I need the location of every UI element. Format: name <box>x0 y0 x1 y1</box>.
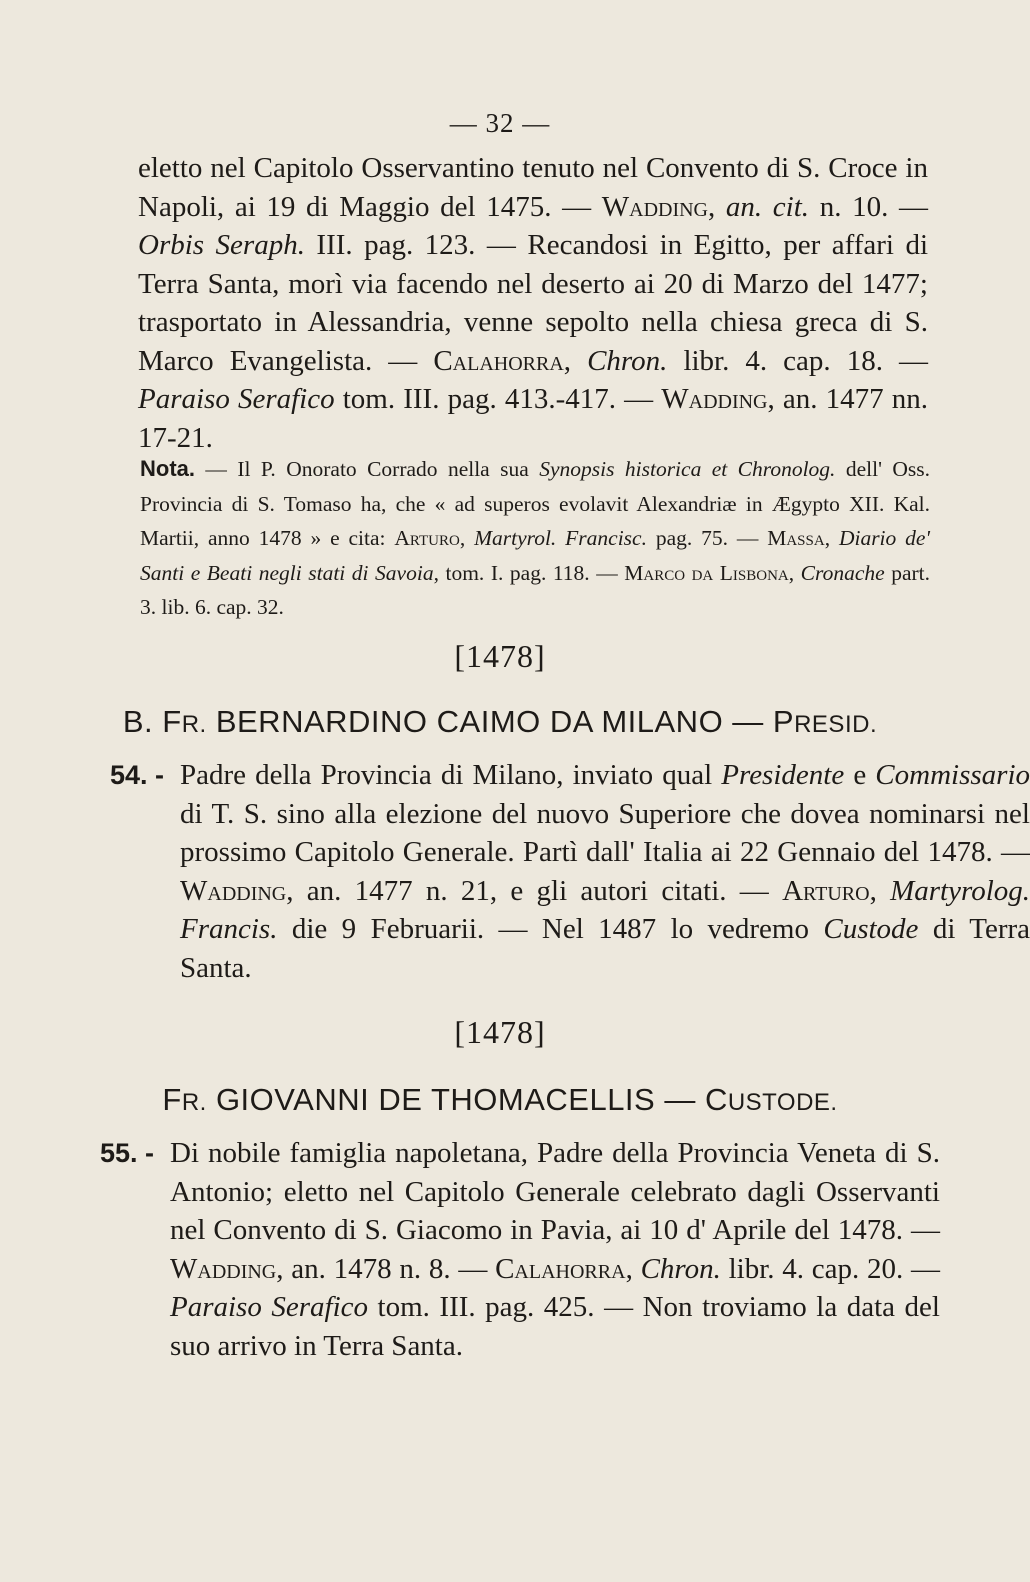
text-run: — Il P. Onorato Corrado nella sua <box>195 457 540 481</box>
text-run: di T. S. sino alla elezione del nuovo Superiore che dovea nominarsi nel prossimo Capitolo Generale. Partì dall' Italia ai 22 Gennaio del 1478. — <box>180 797 1030 868</box>
author-name: Wadding <box>180 874 287 907</box>
author-name: Calahorra <box>495 1252 626 1285</box>
text-run: , tom. I. pag. 118. — <box>433 560 625 585</box>
page-number: — 32 — <box>449 108 551 138</box>
section-heading <box>0 704 1000 740</box>
author-name: Massa <box>767 526 825 550</box>
citation-title: Chron. <box>587 344 668 377</box>
heading-text: F <box>162 1082 182 1117</box>
author-name: Wadding <box>661 383 768 415</box>
text-run: III. pag. 123. — Recandosi in Egitto, per affari di Terra Santa, morì via facendo nel deserto ai 20 di Marzo del 1477; trasportato in Alessandria, venne sepolto nella chiesa greca di S. Marco Evangelista. — <box>138 229 929 377</box>
citation-title: Orbis Seraph. <box>138 229 305 261</box>
text-run: tom. III. pag. 413.-417. — <box>334 383 662 415</box>
text-run: n. 10. — <box>809 190 928 223</box>
note-label: Nota. <box>140 456 195 481</box>
author-name: Calahorra <box>433 344 564 377</box>
text-run: e <box>844 759 876 791</box>
section-heading <box>0 1082 1000 1118</box>
emphasis: Commissario <box>875 759 1030 791</box>
citation-title: Cronache <box>800 560 885 585</box>
text-run: , <box>563 344 588 377</box>
text-run: die 9 Februarii. — Nel 1487 lo vedremo <box>277 913 824 945</box>
text-run: , an. 1478 n. 8. — <box>276 1252 496 1285</box>
text-run: part. 3. lib. 6. cap. 32. <box>140 560 930 619</box>
heading-text: R. <box>181 1089 207 1116</box>
heading-text: GIOVANNI DE THOMACELLIS — C <box>206 1082 728 1117</box>
entry-number: 55. - <box>100 1138 155 1168</box>
text-run: , <box>824 526 839 550</box>
text-run: libr. 4. cap. 20. — <box>720 1252 941 1285</box>
text-run: Padre della Provincia di Milano, inviato qual <box>180 759 722 791</box>
citation-title: Martyrolog. Francis. <box>180 874 1030 945</box>
text-run: pag. 75. — <box>646 526 768 550</box>
emphasis: Custode <box>823 913 919 945</box>
text-run: , <box>459 526 475 550</box>
citation-title: Martyrol. Francisc. <box>474 526 647 550</box>
author-name: Arturo <box>394 526 460 550</box>
heading-text: BERNARDINO CAIMO DA MILANO — P <box>206 704 795 739</box>
entry-number: 54. - <box>110 760 165 790</box>
author-name: Marco da Lisbona <box>624 560 789 585</box>
citation-title: an. cit. <box>725 190 810 223</box>
entry-54 <box>110 756 1030 987</box>
text-run: , <box>625 1252 641 1285</box>
author-name: Arturo <box>782 874 870 907</box>
author-name: Wadding <box>601 190 708 223</box>
text-run: dell' Oss. Provincia di S. Tomaso ha, che « ad superos evolavit Alexandriæ in Ægypto XII. Kal. Martii, anno 1478 » e cita: <box>140 457 930 550</box>
heading-text: B. F <box>122 704 182 739</box>
citation-title: Diario de' Santi e Beati negli stati di Savoia <box>140 526 931 585</box>
year-marker: [1478] <box>454 1014 546 1050</box>
citation-title: Paraiso Serafico <box>138 383 335 415</box>
note-paragraph <box>140 452 930 625</box>
author-name: Wadding <box>170 1252 277 1285</box>
text-run: tom. III. pag. 425. — Non troviamo la data del suo arrivo in Terra Santa. <box>170 1291 940 1362</box>
text-run: eletto nel Capitolo Osservantino tenuto nel Convento di S. Croce in Napoli, ai 19 di Maggio del 1475. — <box>138 152 928 223</box>
heading-text: RESID. <box>794 711 878 738</box>
text-run: , <box>788 560 801 585</box>
text-run: , an. 1477 nn. 17-21. <box>138 383 928 454</box>
heading-text: R. <box>181 711 207 738</box>
text-run: , an. 1477 n. 21, e gli autori citati. — <box>286 874 783 907</box>
text-run: di Terra Santa. <box>180 913 1030 984</box>
citation-title: Paraiso Serafico <box>170 1291 369 1323</box>
citation-title: Chron. <box>640 1252 721 1285</box>
text-run: , <box>869 874 891 907</box>
intro-paragraph <box>138 149 928 457</box>
heading-text: USTODE. <box>727 1089 838 1116</box>
text-run: , <box>708 190 726 223</box>
emphasis: Presidente <box>721 759 845 791</box>
entry-55 <box>100 1134 941 1365</box>
citation-title: Synopsis historica et Chronolog. <box>539 457 836 481</box>
text-run: libr. 4. cap. 18. — <box>667 344 928 377</box>
text-run: Di nobile famiglia napoletana, Padre della Provincia Veneta di S. Antonio; eletto nel Capitolo Generale celebrato dagli Osservanti nel Convento di S. Giacomo in Pavia, ai 10 d' Aprile del 1478. — <box>170 1137 940 1246</box>
year-marker: [1478] <box>454 638 546 674</box>
